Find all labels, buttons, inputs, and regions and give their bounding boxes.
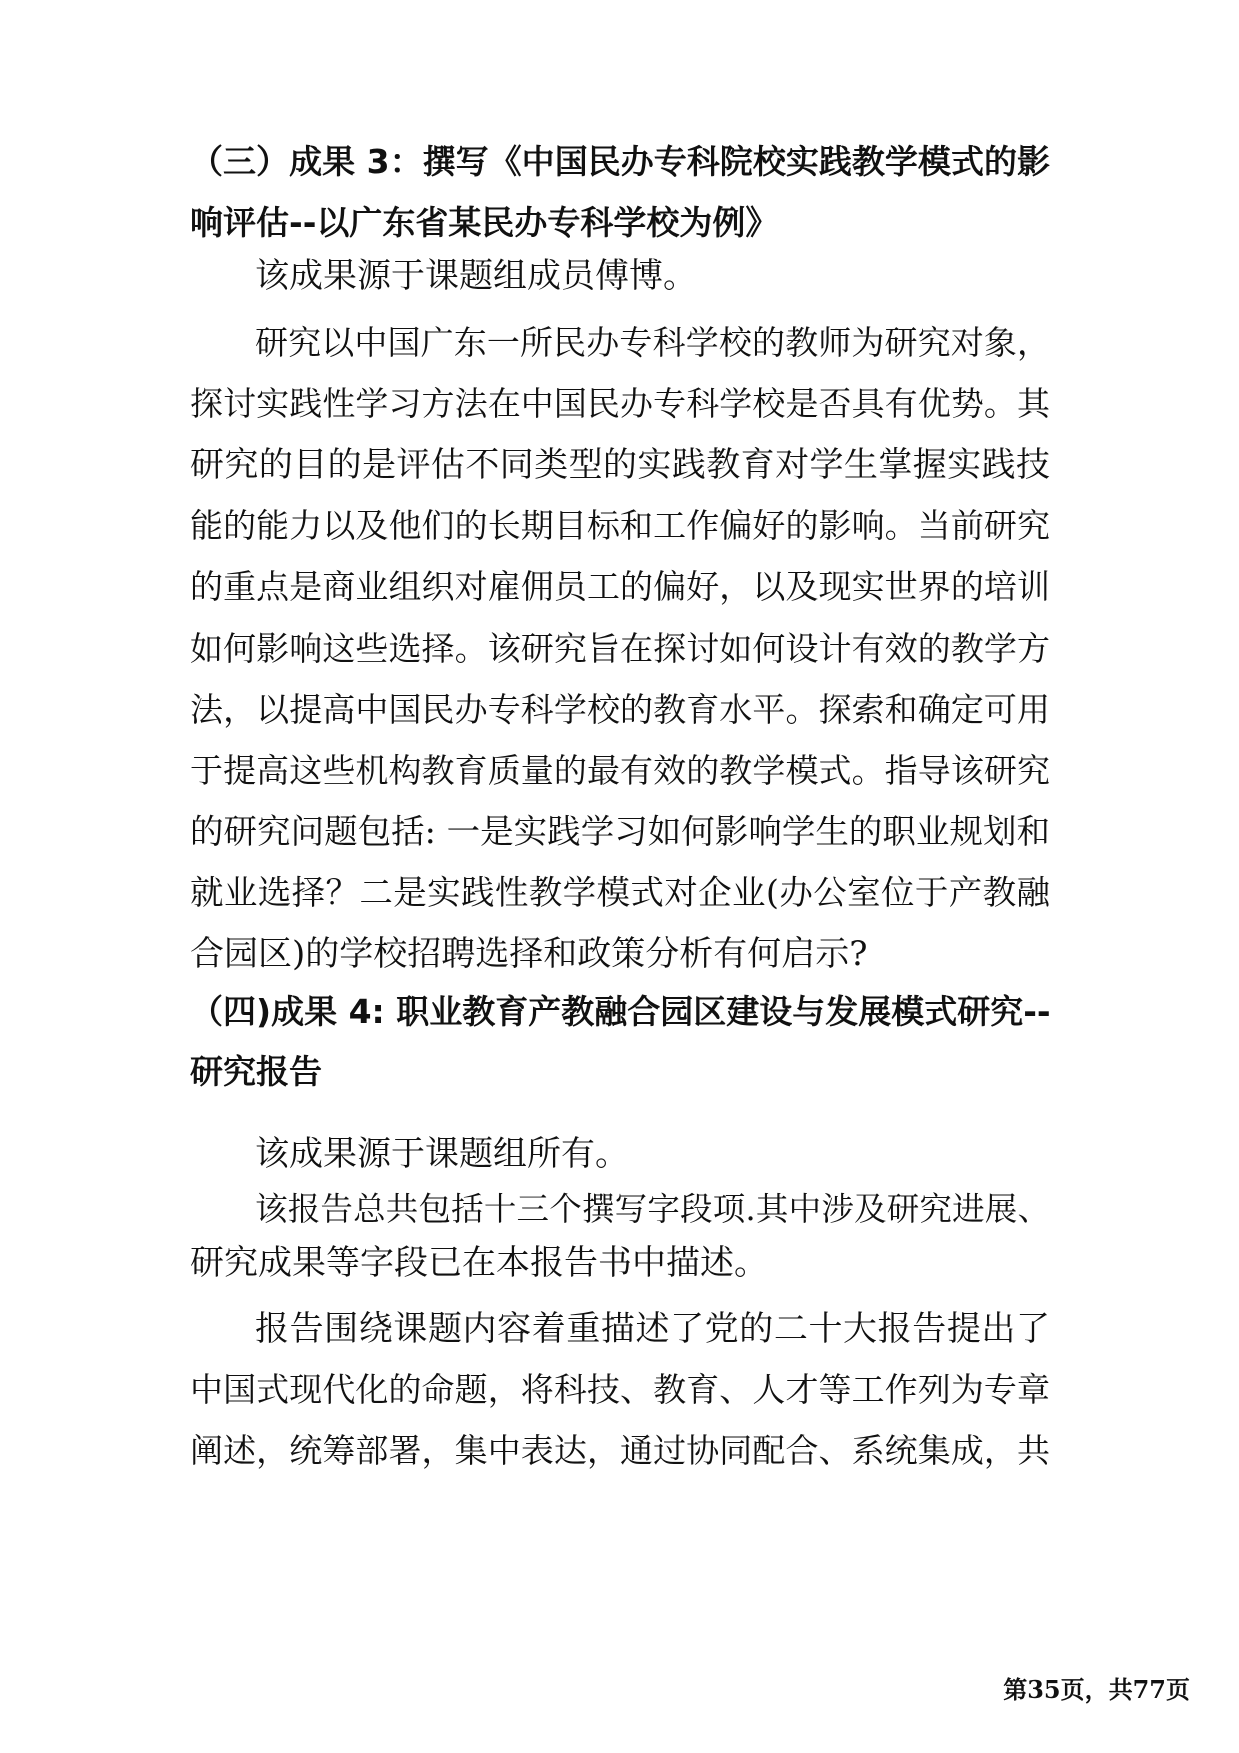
section4-heading-line-2: 研究报告 (190, 1052, 322, 1091)
section4-para2-line-2: 中国式现代化的命题，将科技、教育、人才等工作列为专章 (190, 1370, 1050, 1409)
page-number: 第35页，共77页 (1003, 1675, 1190, 1704)
section3-body-line-1: 研究以中国广东一所民办专科学校的教师为研究对象， (255, 323, 1050, 362)
section3-body-line-3: 研究的目的是评估不同类型的实践教育对学生掌握实践技 (190, 445, 1050, 485)
section4-para2-line-3: 阐述，统筹部署，集中表达，通过协同配合、系统集成，共 (190, 1431, 1050, 1470)
section3-heading-line-1: （三）成果 3：撰写《中国民办专科院校实践教学模式的影 (190, 142, 1050, 181)
section4-para2-line-1: 报告围绕课题内容着重描述了党的二十大报告提出了 (255, 1309, 1050, 1349)
section3-body-line-10: 就业选择？二是实践性教学模式对企业(办公室位于产教融 (190, 873, 1050, 912)
section3-body-line-8: 于提高这些机构教育质量的最有效的教学模式。指导该研究 (190, 751, 1050, 790)
section3-body-line-7: 法，以提高中国民办专科学校的教育水平。探索和确定可用 (190, 690, 1050, 729)
section3-body-line-4: 能的能力以及他们的长期目标和工作偏好的影响。当前研究 (190, 506, 1050, 545)
section3-body-line-2: 探讨实践性学习方法在中国民办专科学校是否具有优势。其 (190, 384, 1050, 423)
section4-source: 该成果源于课题组所有。 (255, 1134, 629, 1174)
section3-heading-line-2: 响评估--以广东省某民办专科学校为例》 (190, 203, 779, 242)
section3-body-line-5: 的重点是商业组织对雇佣员工的偏好，以及现实世界的培训 (190, 567, 1050, 606)
section3-body-line-11: 合园区)的学校招聘选择和政策分析有何启示? (190, 934, 868, 974)
section4-para1-line-1: 该报告总共包括十三个撰写字段项.其中涉及研究进展、 (255, 1190, 1050, 1228)
section4-heading-line-1: （四)成果 4: 职业教育产教融合园区建设与发展模式研究-- (190, 992, 1051, 1031)
section3-source: 该成果源于课题组成员傅博。 (255, 256, 697, 296)
section3-body-line-9: 的研究问题包括: 一是实践学习如何影响学生的职业规划和 (190, 812, 1050, 851)
section4-para1-line-2: 研究成果等字段已在本报告书中描述。 (190, 1243, 768, 1283)
section3-body-line-6: 如何影响这些选择。该研究旨在探讨如何设计有效的教学方 (190, 629, 1050, 668)
